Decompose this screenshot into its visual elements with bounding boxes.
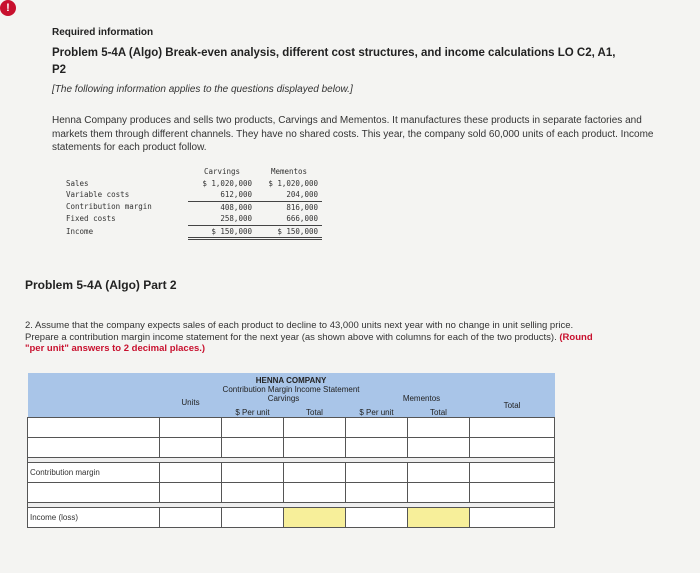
units-cell[interactable] [160,483,222,503]
question-line1: 2. Assume that the company expects sales of each product to decline to 43,000 units next year with no change in unit selling price. [25,320,574,331]
grand-total-field[interactable] [470,483,554,502]
units-cell[interactable] [160,418,222,438]
units-cell[interactable] [160,438,222,458]
contribution-margin-label: Contribution margin [28,463,160,483]
table-row [62,201,322,213]
units-field[interactable] [160,483,221,502]
carvings-per-unit-field[interactable] [222,438,283,457]
rounding-instruction-1: (Round [559,331,593,343]
grand-total-header: Total [470,394,555,418]
question-line2 [25,332,700,344]
carvings-header: Carvings [222,394,346,403]
grand-total-field[interactable] [470,418,554,437]
carvings-total-cell[interactable] [284,483,346,503]
row-label-input[interactable] [28,483,160,503]
row-label: Income [66,227,94,236]
empty-cell [470,463,555,483]
problem-title-line2: P2 [52,64,67,76]
table-row [28,438,555,458]
mementos-total-cell[interactable] [408,438,470,458]
mementos-value: 666,000 [256,213,322,225]
row-label-field[interactable] [28,438,159,457]
carvings-value: 408,000 [220,202,252,212]
required-info-label: Required information [52,27,154,38]
units-field[interactable] [160,438,221,457]
carvings-per-unit-cell[interactable] [222,438,284,458]
mementos-total-field[interactable] [408,483,469,502]
problem-title-line1: Problem 5-4A (Algo) Break-even analysis, different cost structures, and income calculations LO C2, A1, [52,47,616,59]
carvings-per-unit-field[interactable] [222,418,283,437]
problem-paragraph: Henna Company produces and sells two products, Carvings and Mementos. It manufactures these products in separate factories and markets them through different channels. They have no shared costs. This year, the company sold 60,000 units of each product. Income statements for each product follow. [52,115,654,153]
row-label-input[interactable] [28,418,160,438]
row-label-field[interactable] [28,483,159,502]
question-text [25,320,700,355]
mementos-per-unit-field[interactable] [346,483,407,502]
row-label: Variable costs [66,190,130,200]
carvings-per-unit-field[interactable] [222,483,283,502]
table-row [28,508,555,528]
empty-cell [222,508,284,528]
mementos-total-field[interactable] [408,418,469,437]
table-row [62,189,322,201]
empty-cell [470,508,555,528]
row-label: Fixed costs [66,214,116,224]
carvings-per-unit-header: $ Per unit [222,403,284,418]
table-row [28,483,555,503]
mementos-per-unit-header: $ Per unit [346,403,408,418]
carvings-total-field[interactable] [284,418,345,437]
carvings-per-unit-cell[interactable] [222,418,284,438]
carvings-value: $ 1,020,000 [202,178,252,188]
carvings-total-header: Total [284,403,346,418]
row-label-input[interactable] [28,438,160,458]
table-row [62,178,322,190]
carvings-value: 612,000 [188,189,256,201]
carvings-value: $ 150,000 [188,225,256,239]
mementos-value: $ 1,020,000 [268,178,318,188]
empty-cell [346,463,408,483]
empty-cell [346,508,408,528]
mementos-per-unit-field[interactable] [346,438,407,457]
table-row [62,225,322,239]
row-label: Sales [66,178,89,188]
income-statement-table [62,166,322,240]
statement-header-carvings: Carvings [203,167,241,176]
mementos-value: $ 150,000 [256,225,322,239]
grand-total-cell[interactable] [470,438,555,458]
units-header: Units [160,394,222,418]
mementos-total-field[interactable] [408,438,469,457]
company-name: HENNA COMPANY [28,373,555,385]
info-note: [The following information applies to the questions displayed below.] [52,84,353,95]
contribution-margin-grid [27,373,555,528]
units-field[interactable] [160,418,221,437]
alert-icon: ! [0,0,16,16]
grand-total-cell[interactable] [470,418,555,438]
carvings-total-cell[interactable] [284,438,346,458]
row-label: Contribution margin [66,202,152,212]
empty-cell [284,463,346,483]
part-title: Problem 5-4A (Algo) Part 2 [25,278,177,292]
empty-cell [160,463,222,483]
mementos-total-cell[interactable] [408,483,470,503]
mementos-per-unit-cell[interactable] [346,418,408,438]
carvings-total-field[interactable] [284,438,345,457]
grand-total-field[interactable] [470,438,554,457]
carvings-total-field[interactable] [284,483,345,502]
carvings-income-total-cell [284,508,346,528]
empty-cell [222,463,284,483]
carvings-total-cell[interactable] [284,418,346,438]
mementos-value: 816,000 [286,202,318,212]
mementos-total-header: Total [408,403,470,418]
empty-cell [408,463,470,483]
empty-cell [160,508,222,528]
table-row [28,418,555,438]
mementos-per-unit-field[interactable] [346,418,407,437]
table-row [62,213,322,225]
mementos-per-unit-cell[interactable] [346,483,408,503]
grand-total-cell[interactable] [470,483,555,503]
mementos-value: 204,000 [256,189,322,201]
mementos-total-cell[interactable] [408,418,470,438]
table-row [28,463,555,483]
carvings-value: 258,000 [188,213,256,225]
carvings-per-unit-cell[interactable] [222,483,284,503]
mementos-income-total-cell [408,508,470,528]
income-loss-label: Income (loss) [28,508,160,528]
statement-header-mementos: Mementos [270,167,308,176]
row-label-field[interactable] [28,418,159,437]
statement-title: Contribution Margin Income Statement [28,385,555,394]
rounding-instruction-2: "per unit" answers to 2 decimal places.) [25,343,206,354]
problem-title [52,45,694,79]
mementos-per-unit-cell[interactable] [346,438,408,458]
question-line2-text: Prepare a contribution margin income statement for the next year (as shown above with columns for each of the two products). [25,331,557,343]
mementos-header: Mementos [346,394,470,403]
